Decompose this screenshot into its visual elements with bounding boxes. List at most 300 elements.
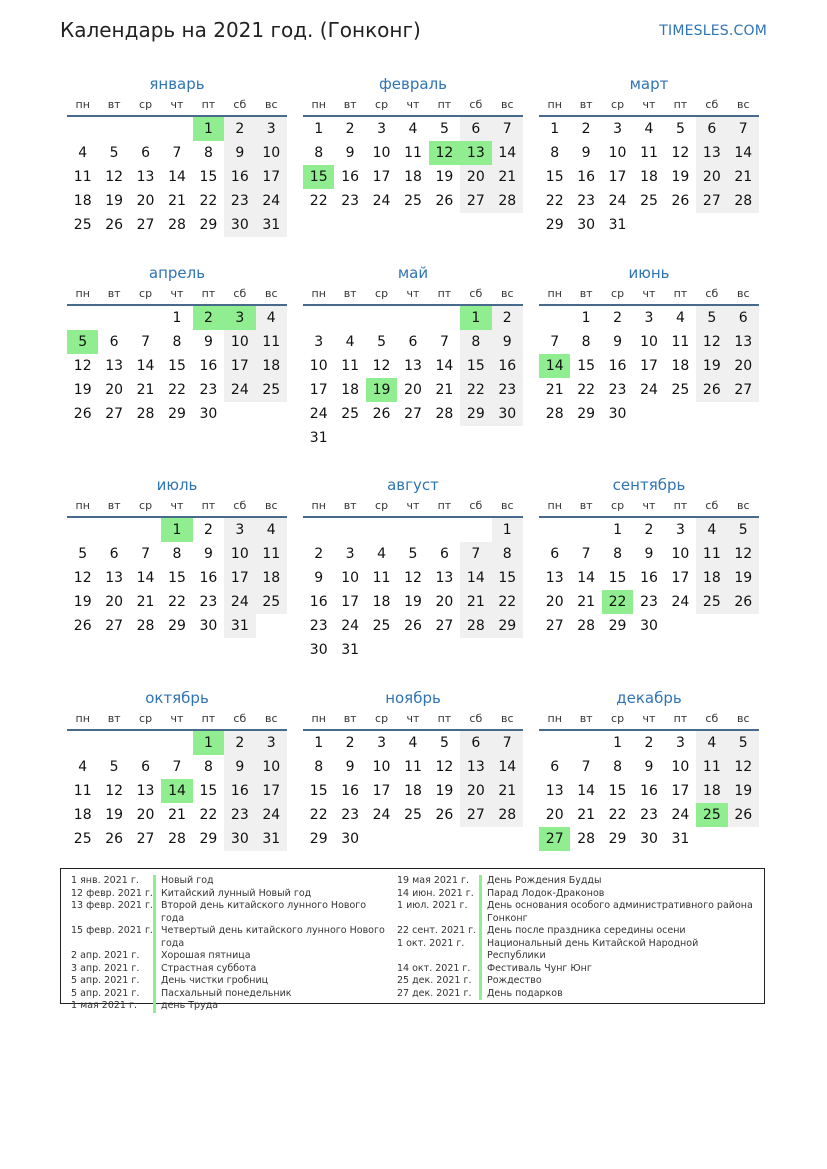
day-cell: 29 [168,618,186,634]
weekday-header: вс [728,284,759,306]
day-cell: 21 [136,594,155,610]
month-title: ноябрь [385,689,441,707]
day-cell: 25 [671,382,690,398]
day-cell: 20 [404,382,422,398]
day-cell: 12 [105,169,124,185]
day-cell: 18 [696,566,727,590]
day-cell: 26 [73,406,92,422]
day-cell: 23 [199,594,218,610]
weekday-header: пн [67,709,98,731]
holiday-date: 3 апр. 2021 г. [71,962,140,974]
weekday-header: вс [728,95,759,117]
day-cell: 26 [671,193,690,209]
day-cell: 21 [136,382,155,398]
holiday-day-cell: 1 [193,117,224,141]
page-title: Календарь на 2021 год. (Гонконг) [60,18,421,42]
day-cell: 4 [408,735,418,751]
month-7 [303,474,523,662]
weekday-header: вс [256,709,287,731]
weekday-header: пн [303,496,334,518]
empty-cell [130,306,161,330]
day-cell: 26 [435,193,454,209]
month-grid [67,496,287,638]
month-title: август [387,476,439,494]
day-cell: 13 [696,141,727,165]
holiday-day-cell: 2 [193,306,224,330]
day-cell: 21 [577,594,596,610]
month-grid [303,496,523,662]
day-cell: 9 [644,759,654,775]
holiday-date: 27 дек. 2021 г. [397,987,472,999]
holiday-name: Китайский лунный Новый год [153,888,391,901]
legend-row [397,875,757,888]
weekday-header: пт [193,284,224,306]
day-cell: 6 [141,759,151,775]
month-grid [303,95,523,213]
day-cell: 18 [256,354,287,378]
month-10 [303,687,523,851]
day-cell: 24 [671,594,690,610]
day-cell: 19 [696,354,727,378]
weekday-header: сб [460,95,491,117]
day-cell: 2 [613,310,623,326]
day-cell: 6 [550,759,560,775]
day-cell: 11 [256,542,287,566]
day-cell: 28 [545,406,564,422]
day-cell: 6 [109,334,119,350]
day-cell: 19 [435,169,454,185]
day-cell: 4 [696,731,727,755]
day-cell: 23 [341,807,360,823]
legend-row [397,975,757,988]
holiday-date: 14 окт. 2021 г. [397,962,471,974]
holiday-name: Рождество [479,975,757,988]
day-cell: 28 [728,189,759,213]
day-cell: 2 [224,731,255,755]
month-title: март [629,75,669,93]
holiday-date: 2 апр. 2021 г. [71,950,140,961]
day-cell: 15 [577,358,596,374]
day-cell: 22 [460,378,491,402]
day-cell: 17 [608,169,627,185]
day-cell: 4 [675,310,685,326]
weekday-header: пн [539,95,570,117]
legend-column-2 [397,875,757,1000]
day-cell: 23 [224,803,255,827]
day-cell: 25 [73,217,92,233]
day-cell: 5 [696,306,727,330]
day-cell: 15 [168,570,186,586]
day-cell: 22 [492,590,523,614]
holiday-day-cell: 1 [161,518,192,542]
day-cell: 13 [136,783,155,799]
empty-cell [366,518,397,542]
weekday-header: вс [728,709,759,731]
weekday-header: вт [570,284,601,306]
day-cell: 25 [73,831,92,847]
day-cell: 29 [199,217,218,233]
day-cell: 10 [256,141,287,165]
day-cell: 8 [314,759,324,775]
day-cell: 5 [675,121,685,137]
weekday-header: пт [665,709,696,731]
day-cell: 2 [581,121,591,137]
day-cell: 14 [168,169,186,185]
day-cell: 8 [581,334,591,350]
day-cell: 24 [256,189,287,213]
weekday-header: чт [397,709,428,731]
month-title: сентябрь [612,476,686,494]
day-cell: 29 [168,406,186,422]
day-cell: 5 [78,546,88,562]
weekday-header: ср [602,709,633,731]
day-cell: 20 [696,165,727,189]
day-cell: 11 [341,358,360,374]
day-cell: 26 [435,807,454,823]
day-cell: 29 [545,217,564,233]
holiday-day-cell: 14 [161,779,192,803]
day-cell: 11 [404,759,422,775]
day-cell: 1 [581,310,591,326]
day-cell: 16 [492,354,523,378]
weekday-header: ср [130,709,161,731]
day-cell: 16 [199,570,218,586]
empty-cell [570,731,601,755]
day-cell: 16 [640,570,658,586]
day-cell: 23 [640,807,658,823]
day-cell: 30 [199,618,218,634]
day-cell: 8 [172,546,182,562]
holiday-legend [60,868,765,1011]
day-cell: 26 [728,803,759,827]
day-cell: 27 [435,618,454,634]
day-cell: 21 [577,807,596,823]
day-cell: 28 [460,614,491,638]
day-cell: 7 [172,145,182,161]
day-cell: 19 [73,382,92,398]
empty-cell [130,117,161,141]
weekday-header: пн [539,496,570,518]
weekday-header: вт [334,709,365,731]
weekday-header: вс [728,496,759,518]
day-cell: 21 [492,779,523,803]
empty-cell [161,117,192,141]
weekday-header: пт [429,496,460,518]
day-cell: 22 [168,594,186,610]
day-cell: 21 [168,807,186,823]
day-cell: 26 [105,217,124,233]
legend-row [397,988,757,1001]
day-cell: 17 [341,594,360,610]
day-cell: 30 [341,831,360,847]
day-cell: 8 [460,330,491,354]
day-cell: 28 [577,831,596,847]
month-4 [303,262,523,450]
day-cell: 31 [341,642,360,658]
day-cell: 24 [372,807,391,823]
day-cell: 12 [73,358,92,374]
day-cell: 4 [408,121,418,137]
day-cell: 15 [168,358,186,374]
weekday-header: ср [602,496,633,518]
weekday-header: вс [492,284,523,306]
day-cell: 11 [73,169,92,185]
day-cell: 20 [435,594,454,610]
weekday-header: чт [161,284,192,306]
day-cell: 16 [224,165,255,189]
day-cell: 25 [404,193,422,209]
day-cell: 24 [372,193,391,209]
day-cell: 24 [309,406,328,422]
month-grid [303,284,523,450]
month-2 [539,73,759,237]
day-cell: 16 [341,783,360,799]
weekday-header: чт [161,95,192,117]
weekday-header: сб [696,95,727,117]
day-cell: 27 [696,189,727,213]
holiday-date: 5 апр. 2021 г. [71,987,140,999]
day-cell: 25 [372,618,391,634]
day-cell: 30 [640,618,658,634]
weekday-header: пт [193,496,224,518]
month-0 [67,73,287,237]
day-cell: 30 [224,827,255,851]
weekday-header: вт [334,284,365,306]
day-cell: 15 [199,169,218,185]
holiday-date: 19 мая 2021 г. [397,875,470,886]
day-cell: 27 [545,618,564,634]
day-cell: 12 [105,783,124,799]
day-cell: 25 [341,406,360,422]
day-cell: 20 [460,165,491,189]
day-cell: 10 [224,330,255,354]
legend-row [71,988,391,1001]
holiday-day-cell: 19 [366,378,397,402]
weekday-header: сб [460,496,491,518]
legend-row [71,975,391,988]
month-grid [539,95,759,237]
holiday-date: 5 апр. 2021 г. [71,975,140,986]
day-cell: 12 [73,570,92,586]
day-cell: 12 [671,145,690,161]
day-cell: 20 [728,354,759,378]
weekday-header: сб [224,709,255,731]
day-cell: 10 [671,759,690,775]
weekday-header: ср [366,284,397,306]
day-cell: 23 [577,193,596,209]
weekday-header: ср [130,496,161,518]
empty-cell [67,518,98,542]
legend-row [397,938,757,963]
holiday-name: День основания особого административного района Гонконг [479,900,757,925]
weekday-header: вс [492,709,523,731]
month-title: февраль [378,75,448,93]
day-cell: 6 [460,731,491,755]
day-cell: 18 [341,382,360,398]
day-cell: 23 [341,193,360,209]
legend-row [71,950,391,963]
day-cell: 23 [309,618,328,634]
day-cell: 15 [492,566,523,590]
month-1 [303,73,523,213]
day-cell: 15 [545,169,564,185]
holiday-name: Страстная суббота [153,963,391,976]
day-cell: 28 [577,618,596,634]
day-cell: 4 [256,306,287,330]
day-cell: 21 [728,165,759,189]
day-cell: 8 [492,542,523,566]
day-cell: 4 [78,759,88,775]
day-cell: 27 [460,803,491,827]
empty-cell [429,518,460,542]
day-cell: 7 [460,542,491,566]
day-cell: 6 [728,306,759,330]
day-cell: 4 [256,518,287,542]
weekday-header: пн [67,95,98,117]
weekday-header: чт [397,496,428,518]
day-cell: 24 [671,807,690,823]
weekday-header: сб [224,95,255,117]
day-cell: 19 [73,594,92,610]
holiday-day-cell: 27 [539,827,570,851]
holiday-day-cell: 14 [539,354,570,378]
holiday-name: День после праздника середины осени [479,925,757,938]
day-cell: 6 [439,546,449,562]
weekday-header: ср [130,284,161,306]
holiday-name: Четвертый день китайского лунного Нового года [153,925,391,950]
day-cell: 26 [404,618,422,634]
day-cell: 12 [728,755,759,779]
day-cell: 1 [172,310,182,326]
holiday-name: Национальный день Китайской Народной Республики [479,938,757,963]
weekday-header: чт [633,709,664,731]
legend-column-1 [71,875,391,1013]
day-cell: 6 [408,334,418,350]
day-cell: 24 [224,378,255,402]
day-cell: 20 [136,193,155,209]
weekday-header: пн [303,95,334,117]
weekday-header: вт [570,496,601,518]
empty-cell [98,518,129,542]
month-8 [539,474,759,638]
holiday-date: 1 июл. 2021 г. [397,900,468,911]
holiday-name: Фестиваль Чунг Юнг [479,963,757,976]
legend-row [71,1000,391,1013]
day-cell: 24 [341,618,360,634]
day-cell: 9 [203,546,213,562]
holiday-name: день Труда [153,1000,391,1013]
month-grid [303,709,523,851]
day-cell: 21 [492,165,523,189]
day-cell: 11 [640,145,658,161]
day-cell: 30 [608,406,627,422]
day-cell: 18 [256,566,287,590]
weekday-header: сб [696,496,727,518]
day-cell: 6 [550,546,560,562]
weekday-header: сб [224,496,255,518]
day-cell: 7 [550,334,560,350]
day-cell: 15 [309,783,328,799]
day-cell: 27 [105,618,124,634]
day-cell: 17 [671,783,690,799]
day-cell: 27 [728,378,759,402]
day-cell: 5 [377,334,387,350]
weekday-header: вс [492,496,523,518]
weekday-header: пн [303,709,334,731]
legend-row [71,900,391,925]
day-cell: 8 [613,546,623,562]
day-cell: 12 [372,358,391,374]
day-cell: 30 [492,402,523,426]
day-cell: 17 [224,566,255,590]
weekday-header: чт [161,496,192,518]
weekday-header: пн [539,284,570,306]
day-cell: 18 [404,783,422,799]
day-cell: 14 [577,570,596,586]
day-cell: 1 [314,121,324,137]
weekday-header: пн [67,284,98,306]
weekday-header: вс [256,496,287,518]
day-cell: 7 [141,546,151,562]
day-cell: 2 [492,306,523,330]
day-cell: 20 [460,779,491,803]
weekday-header: вс [256,284,287,306]
weekday-header: чт [633,284,664,306]
day-cell: 3 [345,546,355,562]
day-cell: 20 [105,382,124,398]
day-cell: 14 [577,783,596,799]
empty-cell [303,518,334,542]
day-cell: 16 [640,783,658,799]
day-cell: 11 [671,334,690,350]
day-cell: 23 [199,382,218,398]
day-cell: 13 [728,330,759,354]
day-cell: 22 [309,807,328,823]
month-grid [67,709,287,851]
day-cell: 25 [404,807,422,823]
legend-row [397,888,757,901]
day-cell: 9 [314,570,324,586]
holiday-date: 14 июн. 2021 г. [397,887,474,899]
empty-cell [397,306,428,330]
day-cell: 17 [372,169,391,185]
day-cell: 4 [78,145,88,161]
day-cell: 14 [460,566,491,590]
weekday-header: ср [366,496,397,518]
day-cell: 20 [105,594,124,610]
day-cell: 2 [224,117,255,141]
holiday-date: 15 февр. 2021 г. [71,925,153,936]
site-link[interactable]: TIMESLES.COM [659,23,767,39]
day-cell: 9 [224,141,255,165]
day-cell: 5 [109,759,119,775]
month-title: октябрь [145,689,209,707]
legend-row [71,875,391,888]
day-cell: 13 [105,570,124,586]
day-cell: 22 [309,193,328,209]
day-cell: 18 [73,193,92,209]
day-cell: 27 [105,406,124,422]
weekday-header: сб [696,709,727,731]
month-6 [67,474,287,638]
day-cell: 5 [728,518,759,542]
day-cell: 8 [203,145,213,161]
day-cell: 3 [377,121,387,137]
weekday-header: чт [161,709,192,731]
holiday-day-cell: 25 [696,803,727,827]
day-cell: 16 [608,358,627,374]
holiday-day-cell: 12 [429,141,460,165]
